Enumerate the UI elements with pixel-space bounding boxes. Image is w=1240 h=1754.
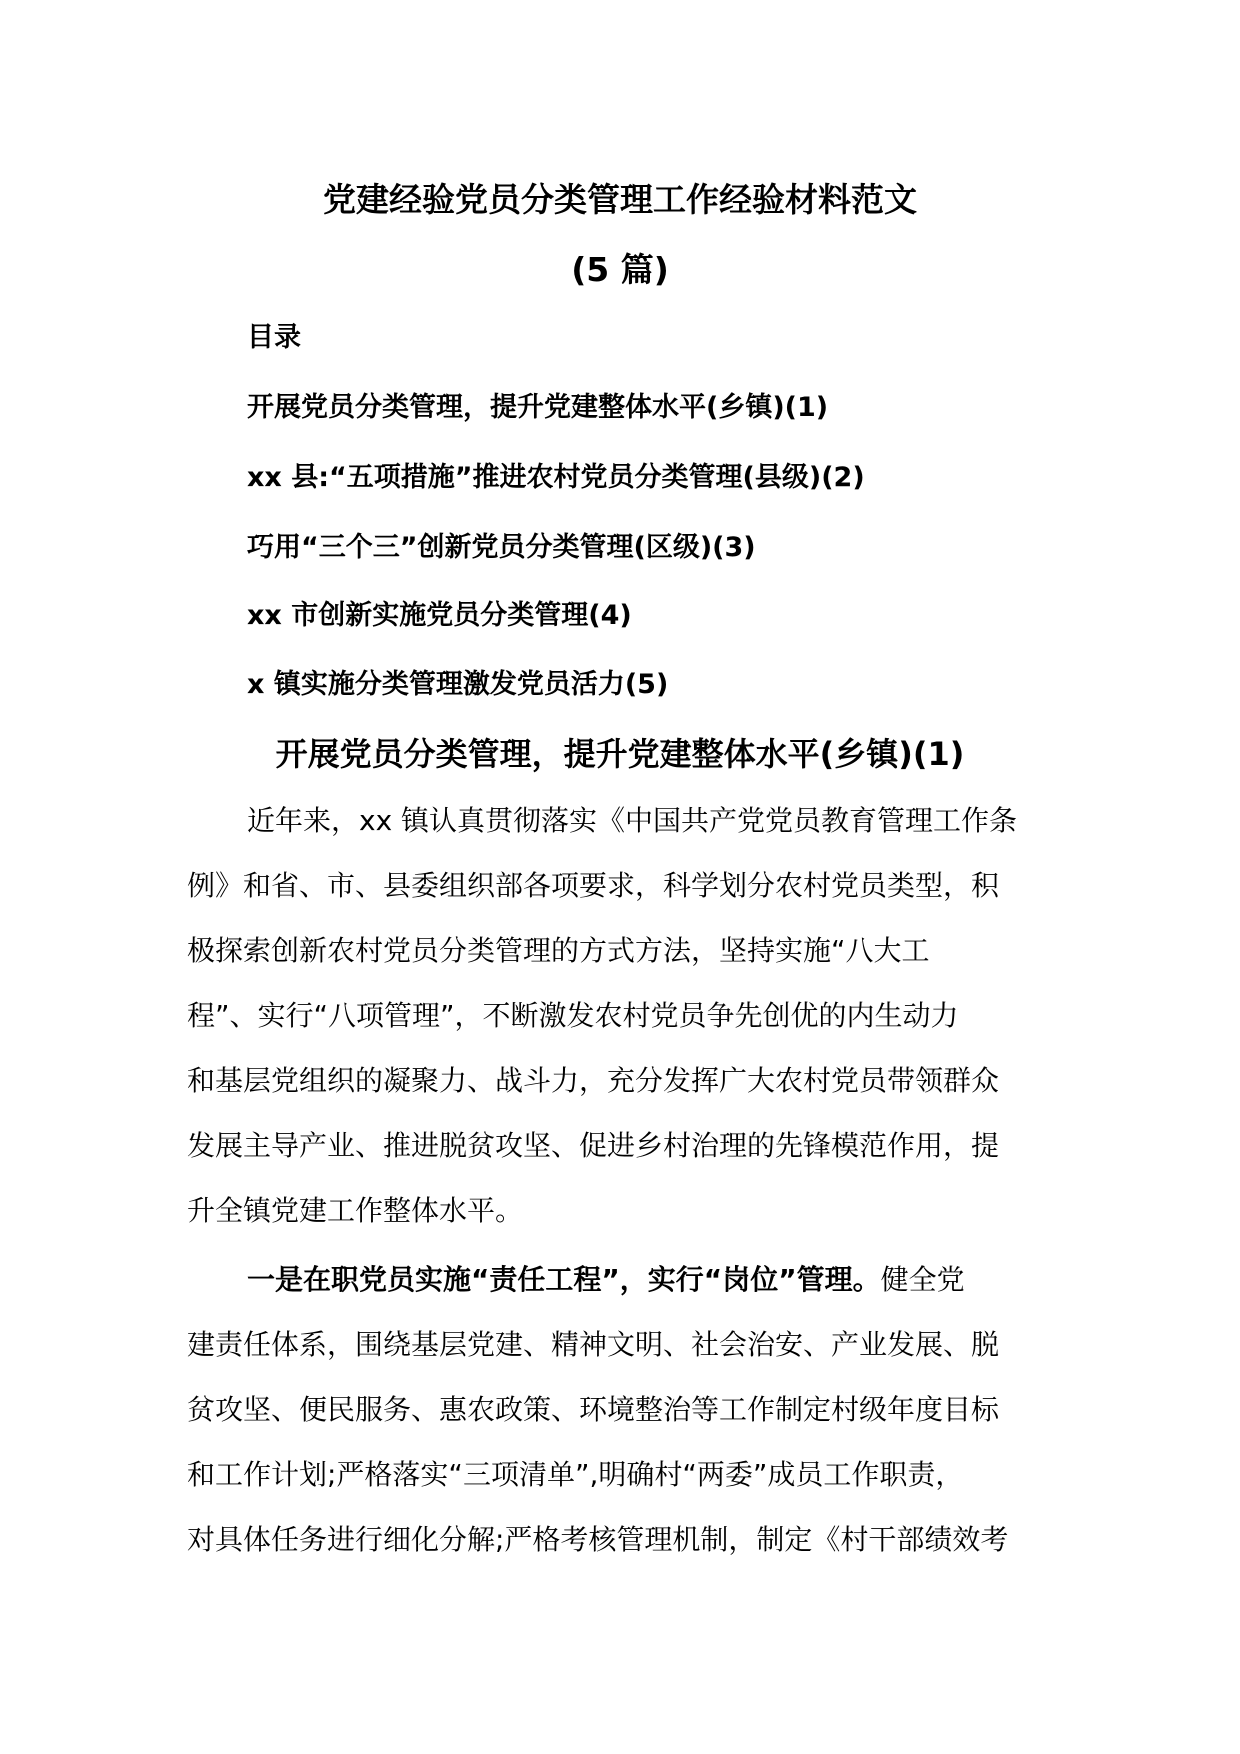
paragraph-lead-text: 健全党 xyxy=(880,1263,965,1296)
paragraph-line: 贫攻坚、便民服务、惠农政策、环境整治等工作制定村级年度目标 xyxy=(187,1393,1000,1426)
toc-item[interactable]: 开展党员分类管理，提升党建整体水平(乡镇)(1) xyxy=(247,392,829,423)
paragraph-line: 极探索创新农村党员分类管理的方式方法，坚持实施“八大工 xyxy=(187,934,930,967)
toc-item[interactable]: x 镇实施分类管理激发党员活力(5) xyxy=(247,669,669,700)
toc-item[interactable]: 巧用“三个三”创新党员分类管理(区级)(3) xyxy=(247,532,756,563)
paragraph-line: 近年来，xx 镇认真贯彻落实《中国共产党党员教育管理工作条 xyxy=(247,804,1018,837)
toc-heading: 目录 xyxy=(247,322,301,353)
toc-item[interactable]: xx 县:“五项措施”推进农村党员分类管理(县级)(2) xyxy=(247,462,865,493)
toc-item[interactable]: xx 市创新实施党员分类管理(4) xyxy=(247,600,632,631)
paragraph-line: 升全镇党建工作整体水平。 xyxy=(187,1194,524,1227)
section-heading: 开展党员分类管理，提升党建整体水平(乡镇)(1) xyxy=(275,735,965,773)
document-title: 党建经验党员分类管理工作经验材料范文 xyxy=(323,180,917,219)
paragraph-line: 和基层党组织的凝聚力、战斗力，充分发挥广大农村党员带领群众 xyxy=(187,1064,1000,1097)
paragraph-line xyxy=(247,1262,965,1298)
paragraph-line: 和工作计划;严格落实“三项清单”,明确村“两委”成员工作职责， xyxy=(187,1458,964,1491)
paragraph-lead-heading: 一是在职党员实施“责任工程”，实行“岗位”管理。 xyxy=(247,1263,881,1296)
paragraph-line: 发展主导产业、推进脱贫攻坚、促进乡村治理的先锋模范作用，提 xyxy=(187,1129,1000,1162)
paragraph-line: 例》和省、市、县委组织部各项要求，科学划分农村党员类型，积 xyxy=(187,869,1000,902)
paragraph-line: 程”、实行“八项管理”，不断激发农村党员争先创优的内生动力 xyxy=(187,999,959,1032)
paragraph-line: 对具体任务进行细化分解;严格考核管理机制，制定《村干部绩效考 xyxy=(187,1523,1009,1556)
paragraph-line: 建责任体系，围绕基层党建、精神文明、社会治安、产业发展、脱 xyxy=(187,1328,1000,1361)
document-title-count: (5 篇) xyxy=(571,250,669,289)
